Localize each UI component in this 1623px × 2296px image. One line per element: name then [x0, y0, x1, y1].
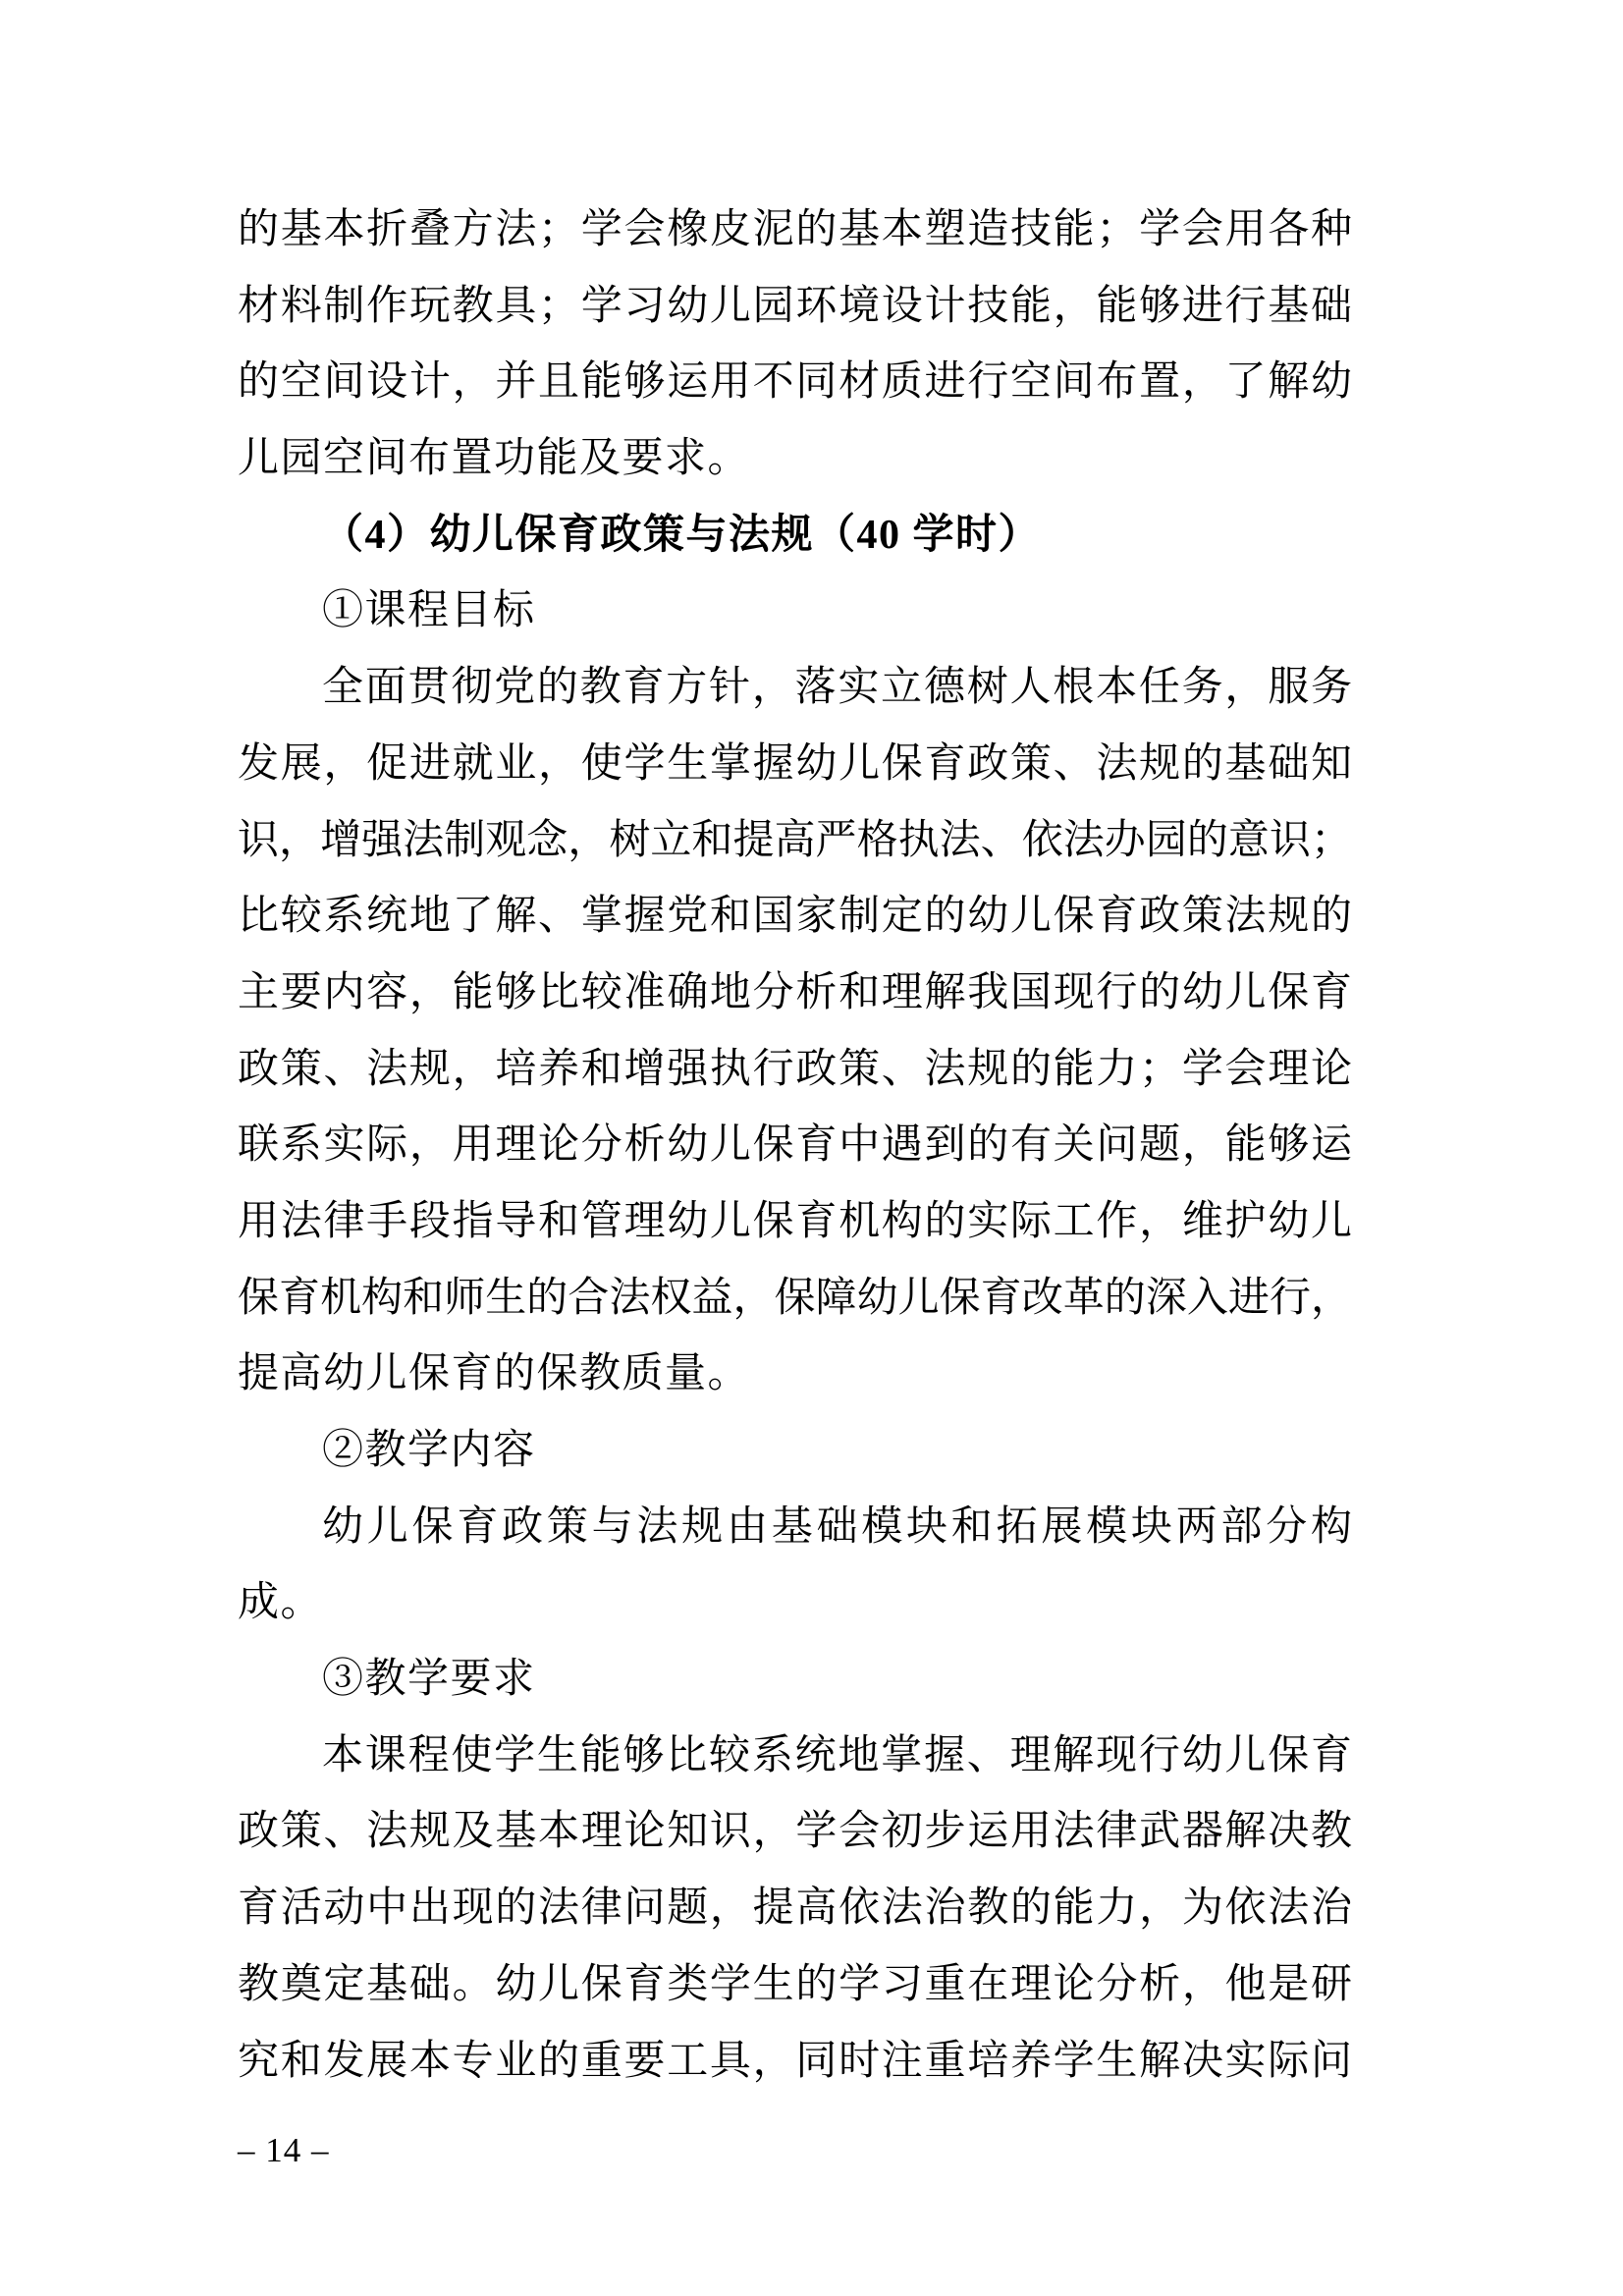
text-line: 究和发展本专业的重要工具，同时注重培养学生解决实际问 — [238, 2038, 1352, 2084]
text-line: 用法律手段指导和管理幼儿保育机构的实际工作，维护幼儿 — [238, 1198, 1352, 1244]
text-line: 联系实际，用理论分析幼儿保育中遇到的有关问题，能够运 — [238, 1122, 1352, 1169]
text-line: 保育机构和师生的合法权益，保障幼儿保育改革的深入进行， — [238, 1275, 1352, 1321]
text-line: 政策、法规及基本理论知识，学会初步运用法律武器解决教 — [238, 1809, 1352, 1855]
text-line: 材料制作玩教具；学习幼儿园环境设计技能，能够进行基础 — [238, 283, 1352, 329]
text-line: ①课程目标 — [322, 588, 536, 634]
text-block — [238, 192, 1352, 2100]
text-line: 提高幼儿保育的保教质量。 — [238, 1351, 751, 1397]
text-line: 教奠定基础。幼儿保育类学生的学习重在理论分析，他是研 — [238, 1961, 1352, 2007]
text-line: 全面贯彻党的教育方针，落实立德树人根本任务，服务 — [322, 665, 1352, 711]
text-line: ②教学内容 — [322, 1428, 536, 1473]
text-line: 比较系统地了解、掌握党和国家制定的幼儿保育政策法规的 — [238, 894, 1352, 940]
text-line: 的基本折叠方法；学会橡皮泥的基本塑造技能；学会用各种 — [238, 207, 1352, 252]
page-number: – 14 – — [238, 2131, 330, 2169]
text-line: 幼儿保育政策与法规由基础模块和拓展模块两部分构 — [322, 1503, 1352, 1550]
text-line: 育活动中出现的法律问题，提高依法治教的能力，为依法治 — [238, 1886, 1352, 1932]
text-line: 主要内容，能够比较准确地分析和理解我国现行的幼儿保育 — [238, 969, 1352, 1015]
text-line: 政策、法规，培养和增强执行政策、法规的能力；学会理论 — [238, 1046, 1352, 1092]
text-line: 识，增强法制观念，树立和提高严格执法、依法办园的意识； — [238, 817, 1352, 863]
section-heading: （4）幼儿保育政策与法规（40 学时） — [322, 512, 1042, 558]
text-line: 本课程使学生能够比较系统地掌握、理解现行幼儿保育 — [322, 1732, 1352, 1778]
text-line: 的空间设计，并且能够运用不同材质进行空间布置，了解幼 — [238, 359, 1352, 406]
text-line: 发展，促进就业，使学生掌握幼儿保育政策、法规的基础知 — [238, 740, 1352, 787]
text-line: 成。 — [238, 1580, 324, 1626]
text-line: 儿园空间布置功能及要求。 — [238, 436, 751, 482]
text-line: ③教学要求 — [322, 1657, 536, 1703]
